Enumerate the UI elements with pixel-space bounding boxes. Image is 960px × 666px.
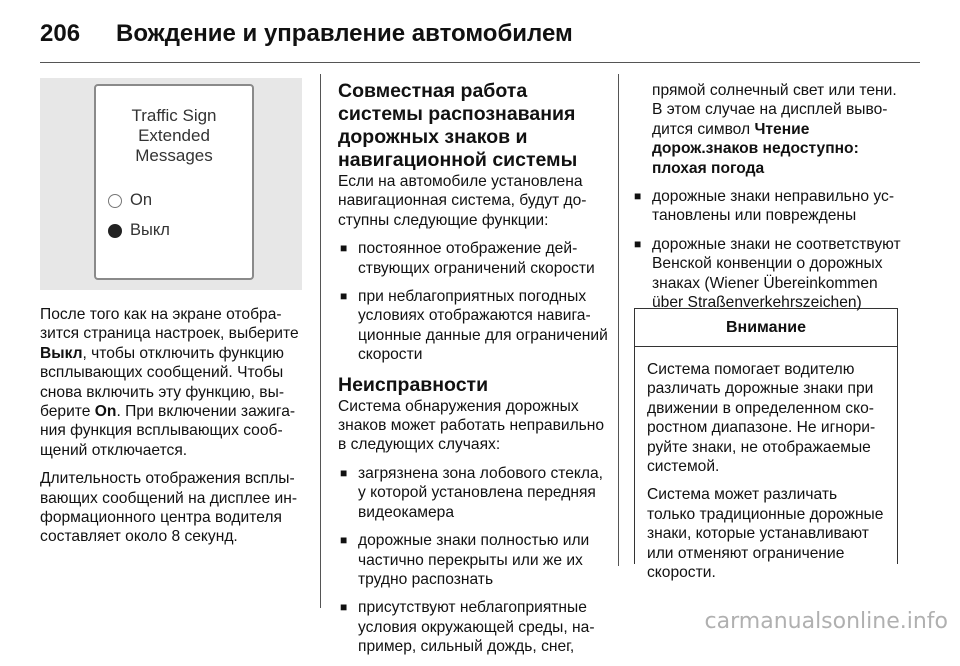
option-label: On xyxy=(130,191,153,209)
bullet-list xyxy=(338,464,610,657)
list-item: ■ дорожные знаки полностью или частично перекрыты или же их трудно распознать xyxy=(338,531,610,589)
list-item: ■ дорожные знаки неправильно установлены или повреждены xyxy=(632,187,904,226)
section-heading: Совместная работа системы распознавания дорожных знаков и навигационной системы xyxy=(338,80,578,171)
warning-heading: Внимание xyxy=(635,309,897,347)
option-label: Выкл xyxy=(130,221,170,239)
warning-body xyxy=(635,347,897,582)
column-divider-1 xyxy=(320,74,321,608)
watermark: carmanualsonline.info xyxy=(704,609,948,634)
column-3-text xyxy=(632,81,904,321)
page-number: 206 xyxy=(40,20,81,47)
page-header xyxy=(40,20,920,60)
paragraph: Система помогает водителю различать дорожные знаки при движении в определенном скоростном диапазоне. Не игнорируйте знаки, не отображаемые системой. xyxy=(647,361,876,476)
option-on[interactable] xyxy=(108,191,152,210)
column-divider-2 xyxy=(618,74,619,566)
paragraph: Если на автомобиле установлена навигационная система, будут доступны следующие функции: xyxy=(338,173,587,229)
display-screenshot xyxy=(40,78,302,290)
bullet-list xyxy=(338,239,610,364)
page-title: Вождение и управление автомобилем xyxy=(116,20,573,47)
screen-title: Traffic Sign Extended Messages xyxy=(131,106,217,165)
list-item: ■ загрязнена зона лобового стекла, у которой установлена передняя видеокамера xyxy=(338,464,610,522)
paragraph: прямой солнечный свет или тени. В этом случае на дисплей выводится символ Чтение дорож.знаков недоступно: плохая погода xyxy=(652,82,897,177)
radio-unselected-icon xyxy=(108,194,122,208)
display-screen xyxy=(94,84,254,280)
paragraph: После того как на экране отобразится страница настроек, выберите Выкл, чтобы отключить функцию всплывающих сообщений. Чтобы снова включить эту функцию, выберите On. При включении зажигания функция всплывающих сообщений отключается. xyxy=(40,306,299,459)
column-1-text xyxy=(40,305,308,556)
list-item: ■ при неблагоприятных погодных условиях отображаются навигационные данные для ограничений скорости xyxy=(338,287,610,365)
paragraph: Длительность отображения всплывающих сообщений на дисплее информационного центра водителя составляет около 8 секунд. xyxy=(40,470,298,546)
header-rule xyxy=(40,62,920,63)
paragraph: Система может различать только традиционные дорожные знаки, которые устанавливают или отменяют ограничение скорости. xyxy=(647,486,884,582)
warning-box xyxy=(634,308,898,582)
list-item: ■ присутствуют неблагоприятные условия окружающей среды, например, сильный дождь, снег, xyxy=(338,598,610,656)
list-item: ■ дорожные знаки не соответствуют Венской конвенции о дорожных знаках (Wiener Übereinkommen über Straßenverkehrszeichen) xyxy=(632,235,904,313)
list-item: ■ постоянное отображение действующих ограничений скорости xyxy=(338,239,610,278)
option-off[interactable] xyxy=(108,221,170,240)
section-heading: Неисправности xyxy=(338,373,489,396)
column-2-text xyxy=(338,80,610,666)
radio-selected-icon xyxy=(108,224,122,238)
paragraph: Система обнаружения дорожных знаков может работать неправильно в следующих случаях: xyxy=(338,397,605,454)
bullet-list xyxy=(632,187,904,312)
